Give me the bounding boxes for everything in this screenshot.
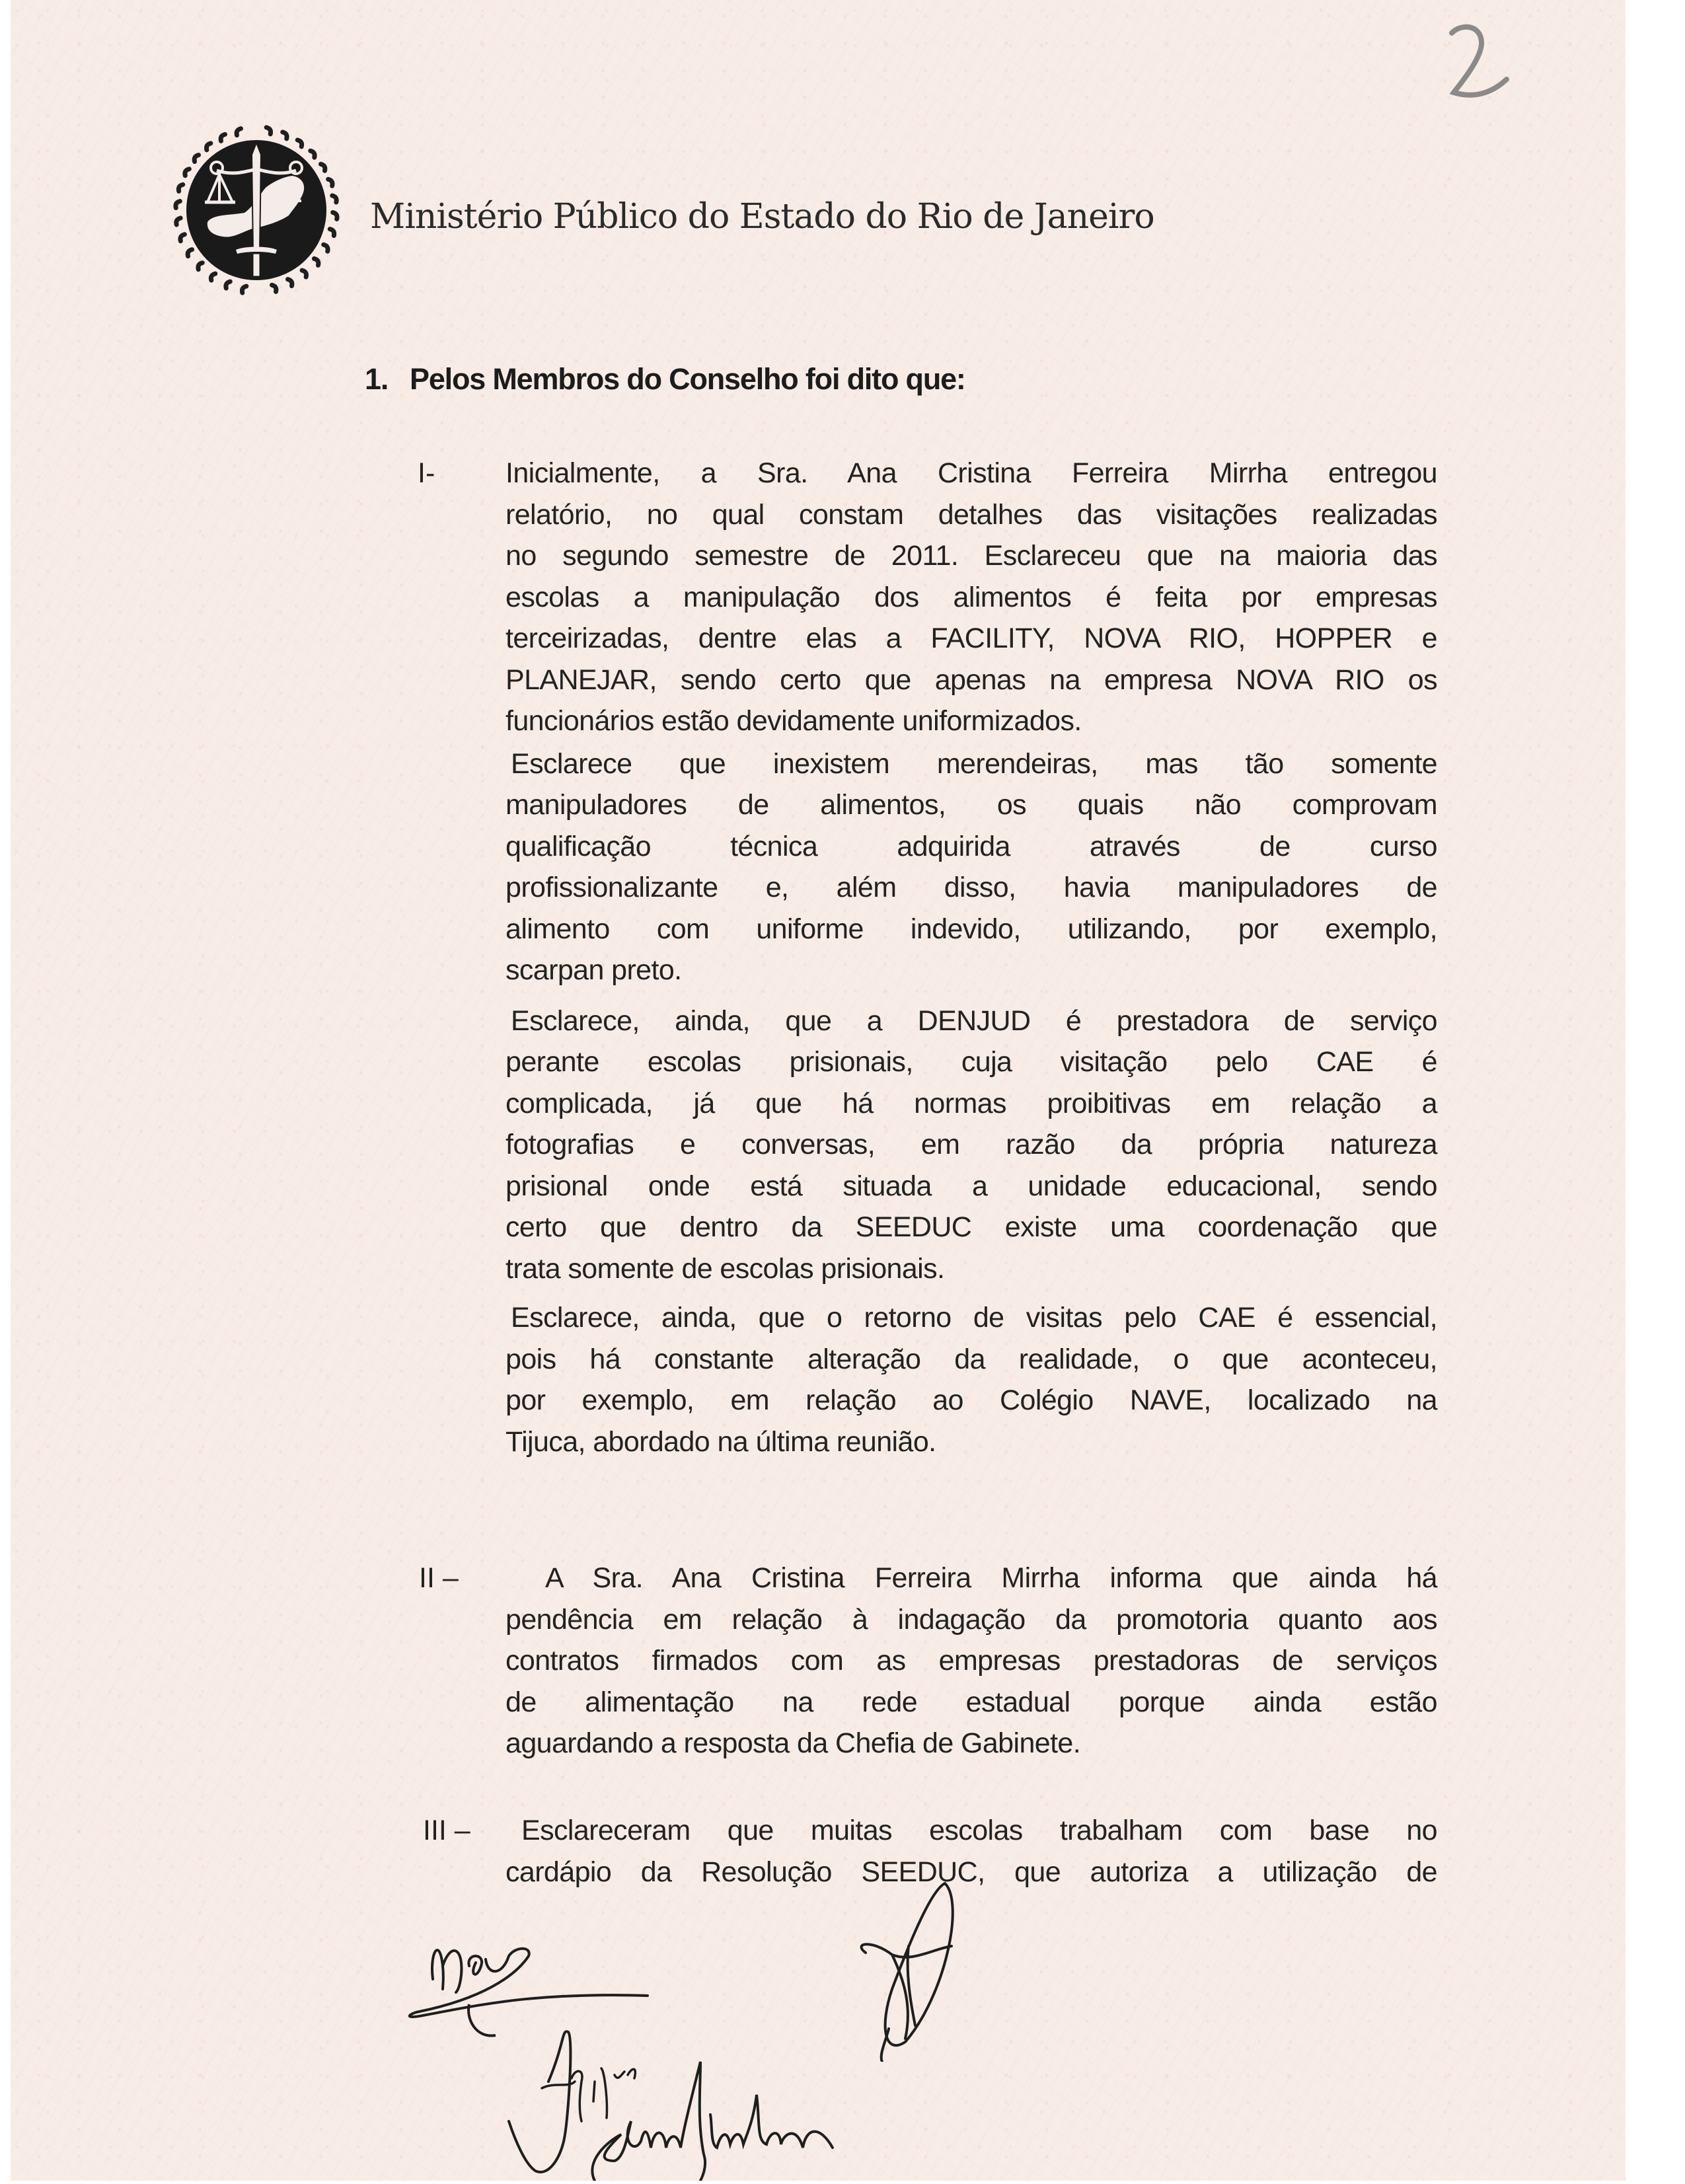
body-text-line: contratos firmados com as empresas prestadoras de serviços — [506, 1645, 1437, 1676]
laurel-leaf — [314, 258, 318, 265]
body-text-line: Tijuca, abordado na última reunião. — [506, 1425, 936, 1458]
laurel-leaf — [311, 151, 315, 157]
laurel-leaf — [320, 164, 324, 170]
laurel-leaf — [178, 184, 182, 191]
laurel-leaf — [287, 280, 291, 286]
body-text-line: escolas a manipulação dos alimentos é feita por empresas — [506, 581, 1437, 613]
section-heading — [365, 362, 965, 396]
section-number: 1. — [365, 362, 389, 396]
laurel-leaf — [226, 282, 230, 288]
body-text-line: Inicialmente, a Sra. Ana Cristina Ferreira Mirrha entregou — [506, 457, 1437, 489]
body-text-line: prisional onde está situada a unidade educacional, sendo — [506, 1170, 1437, 1202]
sword-icon — [252, 143, 261, 252]
laurel-leaf — [266, 128, 270, 134]
body-text-line: trata somente de escolas prisionais. — [506, 1252, 945, 1285]
body-text-line: Esclarece que inexistem merendeiras, mas tão somente — [511, 747, 1437, 780]
laurel-leaf — [176, 218, 180, 225]
laurel-leaf — [198, 263, 202, 270]
laurel-leaf — [180, 235, 184, 241]
body-text-line: alimento com uniforme indevido, utilizando, por exemplo, — [506, 913, 1437, 945]
laurel-leaf — [333, 213, 337, 219]
body-text-line: fotografias e conversas, em razão da própria natureza — [506, 1129, 1437, 1160]
body-text-line: aguardando a resposta da Chefia de Gabinete. — [506, 1727, 1081, 1759]
body-text-line: certo que dentro da SEEDUC existe uma coordenação que — [506, 1211, 1437, 1243]
page-number-drawing — [1355, 19, 1513, 98]
body-text-line: qualificação técnica adquirida através de curso — [506, 830, 1437, 862]
item-marker: II – — [419, 1562, 459, 1594]
body-text-line: profissionalizante e, além disso, havia manipuladores de — [506, 872, 1437, 903]
handwritten-page-number — [1355, 19, 1513, 98]
body-text-line: complicada, já que há normas proibitivas em relação a — [506, 1087, 1437, 1119]
body-text-line: Esclarece, ainda, que a DENJUD é prestadora de serviço — [511, 1004, 1437, 1037]
body-text-line: A Sra. Ana Cristina Ferreira Mirrha informa que ainda há — [545, 1562, 1437, 1594]
body-text-line: por exemplo, em relação ao Colégio NAVE, localizado na — [506, 1384, 1437, 1416]
body-text-line: perante escolas prisionais, cuja visitação pelo CAE é — [506, 1046, 1437, 1078]
laurel-leaf — [328, 179, 332, 186]
body-text-line: cardápio da Resolução SEEDUC, que autoriza a utilização de — [506, 1856, 1437, 1888]
laurel-leaf — [297, 140, 301, 147]
laurel-leaf — [242, 286, 246, 293]
body-text-line: no segundo semestre de 2011. Esclareceu que na maioria das — [506, 540, 1437, 572]
seal-logo — [167, 123, 346, 300]
laurel-leaf — [283, 132, 287, 139]
laurel-leaf — [302, 270, 306, 277]
laurel-leaf — [185, 169, 189, 176]
institution-seal — [167, 123, 346, 300]
laurel-leaf — [176, 201, 180, 207]
organization-name: Ministério Público do Estado do Rio de Janeiro — [370, 197, 1154, 237]
laurel-leaf — [272, 285, 276, 291]
laurel-leaf — [324, 245, 328, 251]
body-text-line: manipuladores de alimentos, os quais não comprovam — [506, 789, 1437, 821]
body-text-line: scarpan preto. — [506, 954, 682, 986]
laurel-leaf — [221, 134, 225, 141]
body-text-line: relatório, no qual constam detalhes das visitações realizadas — [506, 498, 1437, 531]
body-text-line: pendência em relação à indagação da promotoria quanto aos — [506, 1603, 1437, 1636]
body-text-line: Esclarece, ainda, que o retorno de visitas pelo CAE é essencial, — [511, 1302, 1437, 1334]
body-text-line: funcionários estão devidamente uniformizados. — [506, 705, 1082, 737]
section-title: Pelos Membros do Conselho foi dito que: — [410, 362, 965, 396]
body-text-line: Esclareceram que muitas escolas trabalham com base no — [521, 1815, 1437, 1846]
laurel-leaf — [211, 274, 215, 280]
body-text-line: PLANEJAR, sendo certo que apenas na empresa NOVA RIO os — [506, 663, 1437, 696]
signature-initials — [852, 1877, 965, 2065]
item-marker: III – — [423, 1815, 470, 1846]
signature-ana-mirrha — [568, 2049, 872, 2184]
laurel-leaf — [188, 250, 192, 256]
body-text-line: pois há constante alteração da realidade, o que aconteceu, — [506, 1343, 1437, 1375]
body-text-line: de alimentação na rede estadual porque ainda estão — [506, 1686, 1437, 1718]
item-marker: I- — [418, 457, 435, 489]
laurel-leaf — [237, 129, 241, 135]
laurel-leaf — [330, 229, 334, 236]
body-text-line: terceirizadas, dentre elas a FACILITY, NOVA RIO, HOPPER e — [506, 622, 1437, 654]
laurel-leaf — [332, 196, 336, 202]
laurel-leaf — [206, 143, 210, 150]
laurel-leaf — [194, 155, 198, 162]
